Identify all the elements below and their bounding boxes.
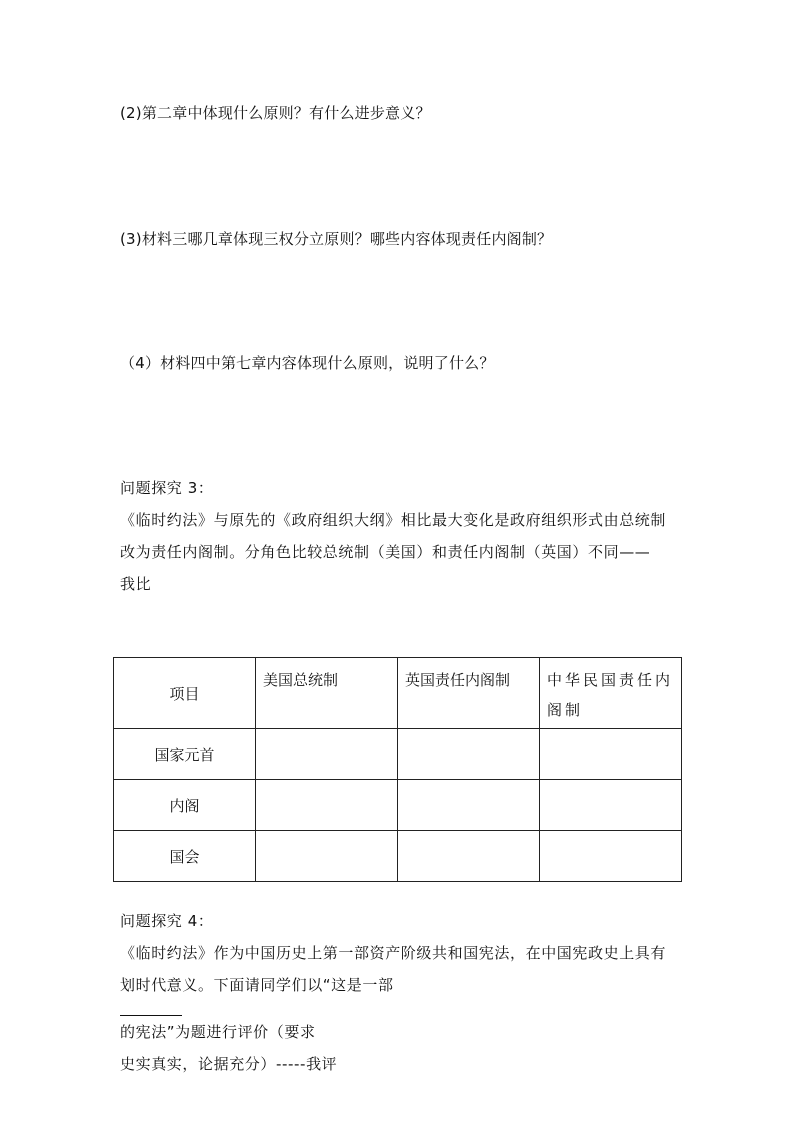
explore-3-line-2: 改为责任内阁制。分角色比较总统制（美国）和责任内阁制（英国）不同—— [120,543,651,561]
table-cell-empty[interactable] [256,780,398,831]
table-cell-empty[interactable] [398,780,540,831]
table-row [114,729,682,780]
row-label-cabinet: 内阁 [114,780,256,831]
table-cell-empty[interactable] [540,831,682,882]
table-cell-empty[interactable] [398,831,540,882]
table-cell-empty[interactable] [256,831,398,882]
explore-3-block [120,472,676,600]
explore-3-line-1: 《临时约法》与原先的《政府组织大纲》相比最大变化是政府组织形式由总统制 [120,511,667,529]
table-cell-empty[interactable] [256,729,398,780]
explore-4-line-2: 划时代意义。下面请同学们以“这是一部 的宪法”为题进行评价（要求 [120,976,394,1041]
explore-4-heading: 问题探究 4： [120,912,214,930]
table-row [114,780,682,831]
table-cell-empty[interactable] [398,729,540,780]
explore-4-block [120,905,676,1080]
explore-3-heading: 问题探究 3： [120,479,214,497]
explore-3-line-3: 我比 [120,575,152,593]
row-label-parliament: 国会 [114,831,256,882]
header-item: 项目 [114,658,256,729]
comparison-table [113,657,682,882]
table-cell-empty[interactable] [540,780,682,831]
explore-4-line-1: 《临时约法》作为中国历史上第一部资产阶级共和国宪法，在中国宪政史上具有 [120,944,667,962]
explore-4-line-3: 史实真实，论据充分）-----我评 [120,1055,338,1073]
fill-in-blank[interactable] [120,1001,182,1016]
row-label-head-of-state: 国家元首 [114,729,256,780]
question-3: (3)材料三哪几章体现三权分立原则？哪些内容体现责任内阁制？ [120,230,553,248]
table-header-row [114,658,682,729]
header-roc-cabinet: 中华民国责任内 阁制 [540,658,682,729]
question-4: （4）材料四中第七章内容体现什么原则，说明了什么？ [120,354,495,372]
table-cell-empty[interactable] [540,729,682,780]
question-2: (2)第二章中体现什么原则？有什么进步意义？ [120,104,431,122]
header-us-presidential: 美国总统制 [256,658,398,729]
header-uk-cabinet: 英国责任内阁制 [398,658,540,729]
table-row [114,831,682,882]
